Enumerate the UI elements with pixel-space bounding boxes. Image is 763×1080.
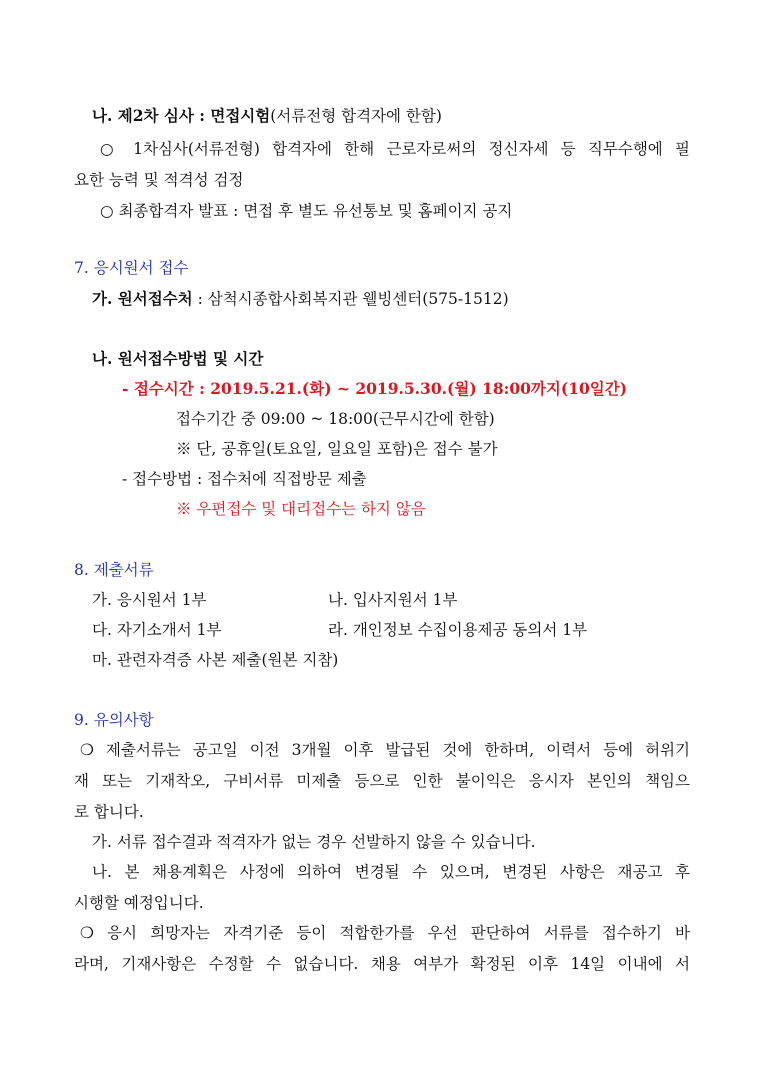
document-item: 라. 개인정보 수집이용제공 동의서 1부	[328, 621, 588, 639]
review-title-rest: (서류전형 합격자에 한함)	[270, 107, 442, 125]
holiday-note: ※ 단, 공휴일(토요일, 일요일 포함)은 접수 불가	[176, 440, 498, 458]
notice-3-line-2: 시행할 예정입니다.	[74, 894, 204, 912]
document-item: 가. 응시원서 1부	[92, 591, 207, 609]
application-place	[92, 289, 509, 309]
mail-note: ※ 우편접수 및 대리접수는 하지 않음	[176, 500, 426, 518]
notice-2: 가. 서류 접수결과 적격자가 없는 경우 선발하지 않을 수 있습니다.	[92, 833, 536, 851]
application-method-heading: 나. 원서접수방법 및 시간	[92, 349, 264, 368]
review-item-1-line-1: ○ 1차심사(서류전형) 합격자에 한해 근로자로써의 정신자세 등 직무수행에 필	[100, 140, 690, 158]
application-period: - 접수시간 : 2019.5.21.(화) ~ 2019.5.30.(월) 18:00까지(10일간)	[122, 379, 628, 398]
notice-1-line-2: 재 또는 기재착오, 구비서류 미제출 등으로 인한 불이익은 응시자 본인의 책임으	[74, 772, 690, 790]
application-place-value: : 삼척시종합사회복지관 웰빙센터(575-1512)	[192, 290, 509, 308]
review-item-1-line-2: 요한 능력 및 적격성 검정	[74, 171, 244, 189]
section-9-heading: 9. 유의사항	[74, 711, 154, 729]
review-title	[92, 106, 442, 126]
application-place-label: 가. 원서접수처	[92, 289, 193, 308]
notice-1-line-1: ❍ 제출서류는 공고일 이전 3개월 이후 발급된 것에 한하며, 이력서 등에 허위기	[80, 741, 690, 759]
section-8-heading: 8. 제출서류	[74, 561, 154, 579]
document-item: 나. 입사지원서 1부	[328, 591, 458, 609]
section-7-heading: 7. 응시원서 접수	[74, 259, 189, 277]
review-item-2: ○ 최종합격자 발표 : 면접 후 별도 유선통보 및 홈페이지 공지	[100, 202, 513, 220]
review-title-bold: 나. 제2차 심사 : 면접시험	[92, 106, 271, 125]
notice-4-line-2: 라며, 기재사항은 수정할 수 없습니다. 채용 여부가 확정된 이후 14일 이내에 서	[74, 955, 690, 973]
document-item: 다. 자기소개서 1부	[92, 621, 222, 639]
application-method: - 접수방법 : 접수처에 직접방문 제출	[122, 470, 367, 488]
application-hours: 접수기간 중 09:00 ~ 18:00(근무시간에 한함)	[176, 410, 495, 428]
notice-3-line-1: 나. 본 채용계획은 사정에 의하여 변경될 수 있으며, 변경된 사항은 재공고 후	[92, 863, 690, 881]
notice-4-line-1: ❍ 응시 희망자는 자격기준 등이 적합한가를 우선 판단하여 서류를 접수하기 바	[80, 924, 690, 942]
document-item: 마. 관련자격증 사본 제출(원본 지참)	[92, 651, 339, 669]
notice-1-line-3: 로 합니다.	[74, 803, 144, 821]
